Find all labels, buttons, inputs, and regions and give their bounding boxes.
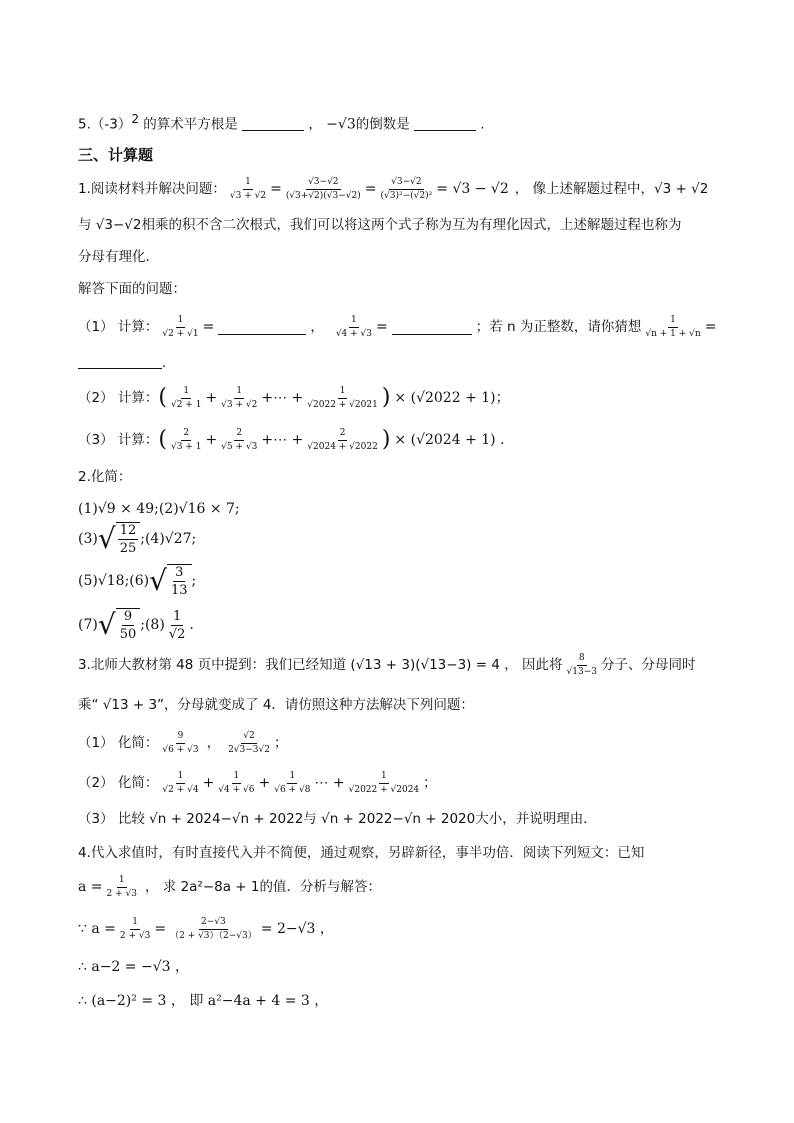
problem-3-part-1: （1） 化简： $\frac{9}{√6 + √3}$ ， $\frac{√2}{2√3-3√2}$ ；: [78, 730, 288, 755]
problem-1-line-1: 1.阅读材料并解决问题： $\frac{1}{√3 + √2}$ = $\frac{√3-√2}{(√3+√2)(√3-√2)}$ = $\frac{√3-√2}{\text{(√3)²−(√2)²}}$ = √3 − √2 ， 像上述解题过程中，√3 + √2: [78, 176, 709, 201]
answer-blank[interactable]: [218, 320, 306, 335]
problem-4-line-5: ∴ (a−2)² = 3 ， 即 a²−4a + 4 = 3 ，: [78, 993, 329, 1009]
part-label: （3） 计算：: [78, 432, 159, 448]
problem-1-part-1: （1） 计算： $\frac{1}{√2 + √1}$ = ， $\frac{1}{√4 + √3}$ = ；若 n 为正整数，请你猜想 $\frac{1}{√n + 1 + √n}$ =: [78, 314, 717, 339]
problem-4-line-3: ∵ a = $\frac{1}{2 + √3}$ = $\frac{2-√3}{(2 + √3)(2-√3)}$ = 2−√3 ，: [78, 916, 334, 941]
problem-4-line-1: 4.代入求值时，有时直接代入并不简便，通过观察，另辟新径，事半功倍．阅读下列短文：已知: [78, 845, 645, 861]
part-label: （1） 计算：: [78, 319, 159, 335]
problem-2-line-2: (3) √ $\frac{12}{25}$ ;(4)√27;: [78, 522, 197, 556]
q5-superscript: 2: [131, 112, 139, 126]
q5-text-2: 的倒数是: [355, 116, 410, 133]
fraction: $\frac{1}{√3 + √2}$: [229, 176, 267, 201]
answer-blank[interactable]: [78, 354, 162, 369]
problem-3-part-2: （2） 化简： $\frac{1}{√2 + √4}$ + $\frac{1}{√4 + √6}$ + $\frac{1}{√6 + √8}$ ⋯ + $\frac{1}{√2022 + √2024}$ ；: [78, 770, 437, 795]
problem-1-part-2: （2） 计算： ( $\frac{1}{√2 + 1}$ + $\frac{1}{√3 + √2}$ +⋯ + $\frac{1}{√2022 + √2021}$ ) × (√2022 + 1)；: [78, 385, 510, 410]
q5-expression: −√3: [326, 116, 356, 133]
problem-1-line-2: 与 √3−√2相乘的积不含二次根式，我们可以将这两个式子称为互为有理化因式，上述解题过程也称为: [78, 217, 682, 233]
problem-1-text: ， 像上述解题过程中，√3 + √2: [514, 181, 709, 197]
question-5: [78, 108, 754, 136]
problem-1-part-1-cont: .: [78, 352, 754, 374]
problem-2-title: 2.化简：: [78, 469, 132, 485]
q5-prefix: 5.（-3）: [78, 116, 132, 133]
part-label: （2） 化简：: [78, 775, 159, 791]
problem-4-line-2: a = $\frac{1}{2 + √3}$ ， 求 2a²−8a + 1的值．分析与解答：: [78, 874, 381, 899]
problem-3-line-1: 3.北师大教材第 48 页中提到：我们已经知道 (√13 + 3)(√13−3) = 4 ， 因此将 $\frac{8}{√13-3}$ 分子、分母同时: [78, 652, 696, 677]
problem-1-ask: 解答下面的问题：: [78, 281, 186, 297]
q5-comma: ，: [308, 116, 322, 133]
part-text: ；若 n 为正整数，请你猜想: [475, 319, 642, 335]
problem-2-line-1: (1)√9 × 49;(2)√16 × 7;: [78, 501, 240, 517]
fraction: $\frac{√3-√2}{(√3+√2)(√3-√2)}$: [285, 176, 361, 201]
problem-1-line-3: 分母有理化．: [78, 249, 159, 265]
problem-1-intro: 1.阅读材料并解决问题：: [78, 181, 226, 197]
problem-3-part-3: （3） 比较 √n + 2024−√n + 2022与 √n + 2022−√n + 2020大小，并说明理由．: [78, 811, 597, 827]
problem-2-line-3: (5)√18;(6) √ $\frac{3}{13}$ ;: [78, 564, 197, 598]
answer-blank[interactable]: [414, 116, 476, 131]
problem-3-line-2: 乘“ √13 + 3”，分母就变成了 4．请仿照这种方法解决下列问题：: [78, 697, 474, 713]
part-label: （1） 化简：: [78, 735, 159, 751]
problem-1-part-3: （3） 计算： ( $\frac{2}{√3 + 1}$ + $\frac{2}{√5 + √3}$ +⋯ + $\frac{2}{√2024 + √2022}$ ) × (√2024 + 1) ．: [78, 427, 515, 452]
section-heading: 三、计算题: [78, 146, 154, 164]
result: = √3 − √2: [436, 181, 509, 197]
fraction: $\frac{√3-√2}{\text{(√3)²−(√2)²}}$: [380, 176, 433, 201]
problem-4-line-4: ∴ a−2 = −√3 ，: [78, 959, 189, 975]
q5-text: 的算术平方根是: [143, 116, 238, 133]
q5-end: .: [480, 116, 485, 133]
answer-blank[interactable]: [392, 320, 472, 335]
answer-blank[interactable]: [242, 116, 304, 131]
problem-2-line-4: (7) √ $\frac{9}{50}$ ;(8) $\frac{1}{√2}$ .: [78, 608, 194, 642]
part-label: （2） 计算：: [78, 390, 159, 406]
